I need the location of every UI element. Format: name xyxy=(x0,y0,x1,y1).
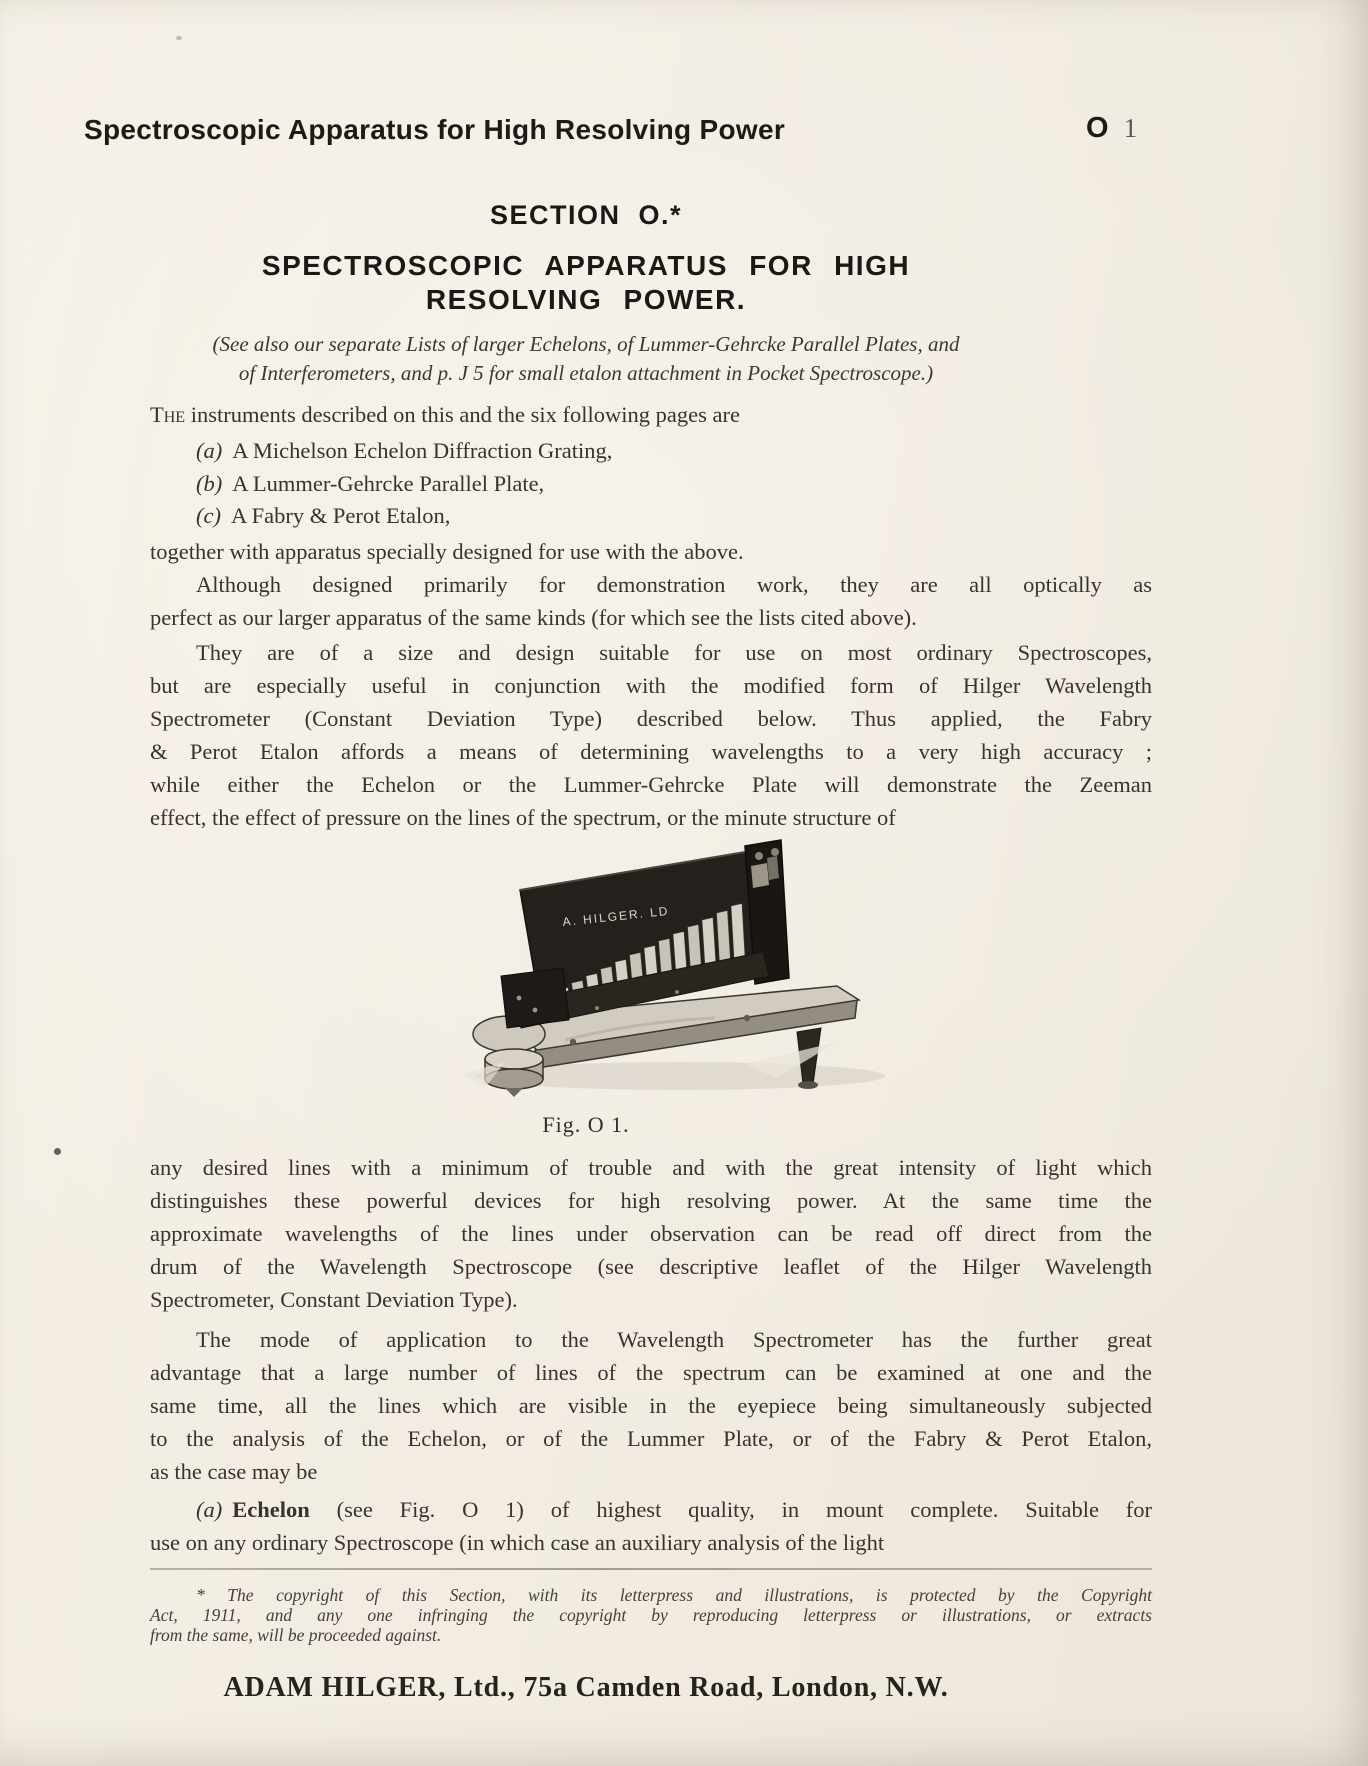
ink-speck xyxy=(54,1148,61,1155)
intro-text: instruments described on this and the six following pages are xyxy=(185,402,740,427)
paragraph-line: The mode of application to the Wavelength Spectrometer has the further great xyxy=(196,1327,1152,1352)
list-item-marker: (c) xyxy=(196,503,221,528)
section-heading: SECTION O.* xyxy=(489,200,683,230)
figure-echelon-photo xyxy=(445,838,915,1098)
paragraph-line: Spectrometer (Constant Deviation Type) described below. Thus applied, the Fabry xyxy=(150,706,1152,731)
paragraph-line: same time, all the lines which are visible in the eyepiece being simultaneously subjected xyxy=(150,1393,1152,1418)
paragraph-size-design xyxy=(150,636,1152,834)
echelon-illustration xyxy=(445,838,915,1098)
footnote xyxy=(150,1586,1152,1645)
list-item-marker: (b) xyxy=(196,470,223,496)
paragraph-line xyxy=(150,1493,1152,1526)
page-title-line1: SPECTROSCOPIC APPARATUS FOR HIGH xyxy=(261,250,911,281)
page-title-line2: RESOLVING POWER. xyxy=(425,284,747,315)
see-also-note xyxy=(130,330,1042,387)
paragraph-line: distinguishes these powerful devices for high resolving power. At the same time the xyxy=(150,1188,1152,1213)
paragraph-line: use on any ordinary Spectroscope (in which case an auxiliary analysis of the light xyxy=(150,1530,885,1555)
ink-speck xyxy=(176,36,182,40)
paragraph-line: to the analysis of the Echelon, or of the Lummer Plate, or of the Fabry & Perot Etalon, xyxy=(150,1426,1152,1451)
paragraph-line: Although designed primarily for demonstration work, they are all optically as xyxy=(196,572,1152,597)
paragraph-line: Spectrometer, Constant Deviation Type). xyxy=(150,1287,518,1312)
list-item xyxy=(196,468,1152,501)
paragraph-mode xyxy=(150,1323,1152,1488)
page-number xyxy=(1086,112,1137,145)
publisher-footer: ADAM HILGER, Ltd., 75a Camden Road, London, N.W. xyxy=(223,1672,949,1703)
paragraph-line: advantage that a large number of lines of the spectrum can be examined at one and the xyxy=(150,1360,1152,1385)
list-item xyxy=(196,435,1152,468)
item-a-text: (see Fig. O 1) of highest quality, in mount complete. Suitable for xyxy=(336,1497,1153,1522)
footnote-rule xyxy=(150,1568,1152,1570)
list-item-marker: (a) xyxy=(196,438,223,463)
paragraph-line: perfect as our larger apparatus of the same kinds (for which see the lists cited above). xyxy=(150,605,917,630)
paragraph-line: any desired lines with a minimum of trouble and with the great intensity of light which xyxy=(150,1155,1152,1180)
see-also-note-line: of Interferometers, and p. J 5 for small etalon attachment in Pocket Spectroscope.) xyxy=(238,360,934,385)
paragraph-continuation xyxy=(150,1151,1152,1316)
see-also-note-line: (See also our separate Lists of larger Echelons, of Lummer-Gehrcke Parallel Plates, and xyxy=(212,332,960,356)
paragraph-line: They are of a size and design suitable for use on most ordinary Spectroscopes, xyxy=(196,640,1152,665)
item-a-term: Echelon xyxy=(232,1497,310,1522)
paragraph-line: but are especially useful in conjunction with the modified form of Hilger Wavelength xyxy=(150,673,1152,698)
paragraph-line: as the case may be xyxy=(150,1459,318,1484)
list-item xyxy=(196,500,1152,533)
item-a-marker: (a) xyxy=(196,1497,223,1522)
paragraph-item-a xyxy=(150,1493,1152,1559)
footnote-line: * The copyright of this Section, with its letterpress and illustrations, is protected by the Copyright xyxy=(196,1585,1152,1605)
paragraph-line: drum of the Wavelength Spectroscope (see descriptive leaflet of the Hilger Wavelength xyxy=(150,1254,1152,1279)
intro-paragraph xyxy=(150,398,1152,431)
instrument-list xyxy=(150,435,1152,533)
list-item-text: A Fabry & Perot Etalon, xyxy=(230,503,451,528)
after-list-line: together with apparatus specially designed for use with the above. xyxy=(150,539,744,564)
paragraph-line: approximate wavelengths of the lines under observation can be read off direct from the xyxy=(150,1221,1152,1246)
list-item-text: A Lummer-Gehrcke Parallel Plate, xyxy=(232,470,545,496)
figure-caption: Fig. O 1. xyxy=(542,1112,630,1137)
paragraph-although xyxy=(150,568,1152,634)
paragraph-line: & Perot Etalon affords a means of determining wavelengths to a very high accuracy ; xyxy=(150,739,1152,764)
paragraph-line: while either the Echelon or the Lummer-Gehrcke Plate will demonstrate the Zeeman xyxy=(150,772,1152,797)
running-head: Spectroscopic Apparatus for High Resolving Power xyxy=(84,114,786,145)
page-section-letter: O xyxy=(1086,112,1109,144)
page-number-digit: 1 xyxy=(1123,113,1138,143)
intro-lead-word: The xyxy=(150,402,186,427)
footnote-line: Act, 1911, and any one infringing the copyright by reproducing letterpress or illustrations, or extracts xyxy=(150,1604,1152,1625)
plate-label-text: A. HILGER. LD xyxy=(561,903,671,929)
footnote-line: from the same, will be proceeded against. xyxy=(150,1624,442,1645)
paragraph-line: effect, the effect of pressure on the lines of the spectrum, or the minute structure of xyxy=(150,805,896,830)
list-item-text: A Michelson Echelon Diffraction Grating, xyxy=(232,438,613,463)
